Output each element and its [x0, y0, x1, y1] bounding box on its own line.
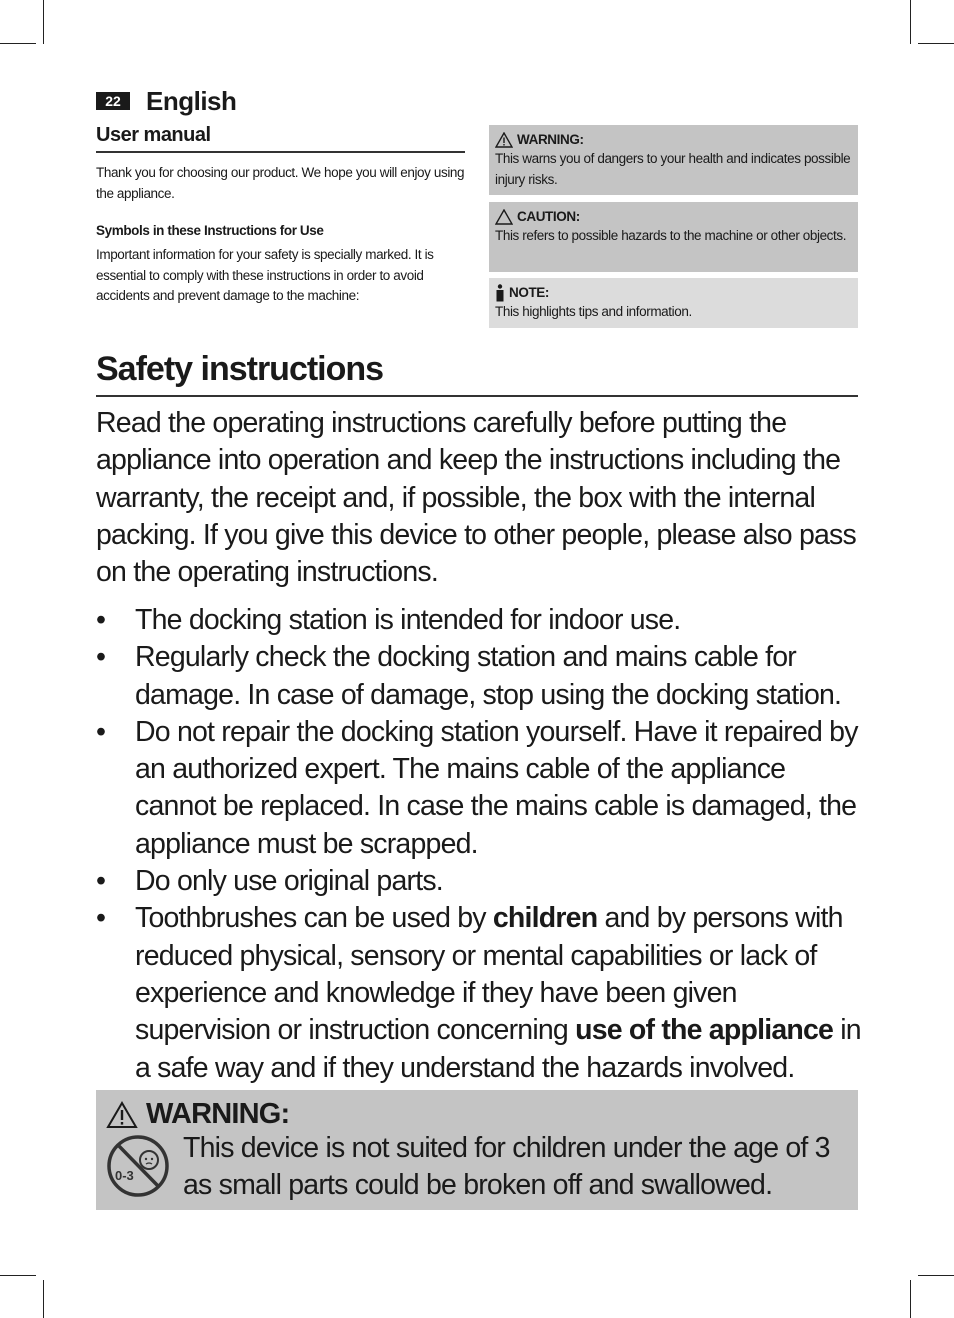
age-range-text: 0-3: [115, 1168, 134, 1183]
info-icon: [495, 284, 505, 302]
safety-bullet-list: [96, 602, 866, 1087]
warning-triangle-icon: [106, 1101, 138, 1129]
crop-mark: [0, 43, 36, 44]
bullet-text: and by persons with reduced physical, sensory or mental capabilities or lack of experience and knowledge if they have been given supervision or instruction concerning: [135, 902, 843, 1047]
children-warning-box: [96, 1090, 858, 1210]
user-manual-heading: User manual: [96, 124, 465, 153]
symbols-text: Important information for your safety is specially marked. It is essential to comply with these instructions in order to avoid accidents and prevent damage to the machine:: [96, 247, 434, 303]
list-item: • Do not repair the docking station yourself. Have it repaired by an authorized expert. The mains cable of the appliance cannot be replaced. In case the mains cable is damaged, the appliance must be scrapped.: [96, 714, 866, 863]
list-item: • Regularly check the docking station and mains cable for damage. In case of damage, stop using the docking station.: [96, 639, 866, 714]
safety-heading: Safety instructions: [96, 350, 858, 397]
caution-triangle-icon: [495, 209, 513, 225]
warning-triangle-icon: [495, 132, 513, 148]
note-label: NOTE:: [509, 284, 549, 300]
bold-term: use of the appliance: [575, 1014, 834, 1047]
crop-mark: [0, 1275, 36, 1276]
list-item: • Do only use original parts.: [96, 863, 866, 900]
caution-label: CAUTION:: [517, 208, 580, 224]
crop-mark: [43, 0, 44, 44]
warning-box: [489, 125, 858, 195]
age-restriction-icon: [106, 1134, 170, 1198]
note-text: This highlights tips and information.: [495, 304, 692, 319]
crop-mark: [910, 0, 911, 44]
crop-mark: [918, 43, 954, 44]
list-item: • The docking station is intended for indoor use.: [96, 602, 866, 639]
list-item: [96, 900, 866, 1086]
bullet-text: Toothbrushes can be used by: [135, 902, 493, 935]
caution-box: [489, 202, 858, 272]
big-warning-label: WARNING:: [146, 1098, 290, 1130]
safety-lead-text: Read the operating instructions carefully before putting the appliance into operation and keep the instructions including the warranty, the receipt and, if possible, the box with the internal packing. If you give this device to other people, please also pass on the operating instructions.: [96, 407, 856, 589]
crop-mark: [910, 1280, 911, 1318]
big-warning-text: This device is not suited for children under the age of 3 as small parts could be broken off and swallowed.: [183, 1132, 830, 1202]
page-number: 22: [96, 92, 130, 110]
crop-mark: [918, 1275, 954, 1276]
symbols-heading: Symbols in these Instructions for Use: [96, 223, 324, 238]
warning-label: WARNING:: [517, 131, 584, 147]
warning-text: This warns you of dangers to your health and indicates possible injury risks.: [495, 151, 851, 187]
bullet-text: in a safe way and if they understand the hazards involved.: [135, 1014, 861, 1084]
note-box: [489, 278, 858, 328]
language-label: English: [146, 86, 237, 116]
caution-text: This refers to possible hazards to the machine or other objects.: [495, 228, 847, 243]
intro-text: Thank you for choosing our product. We hope you will enjoy using the appliance.: [96, 165, 465, 201]
crop-mark: [43, 1280, 44, 1318]
bold-term: children: [492, 902, 598, 935]
